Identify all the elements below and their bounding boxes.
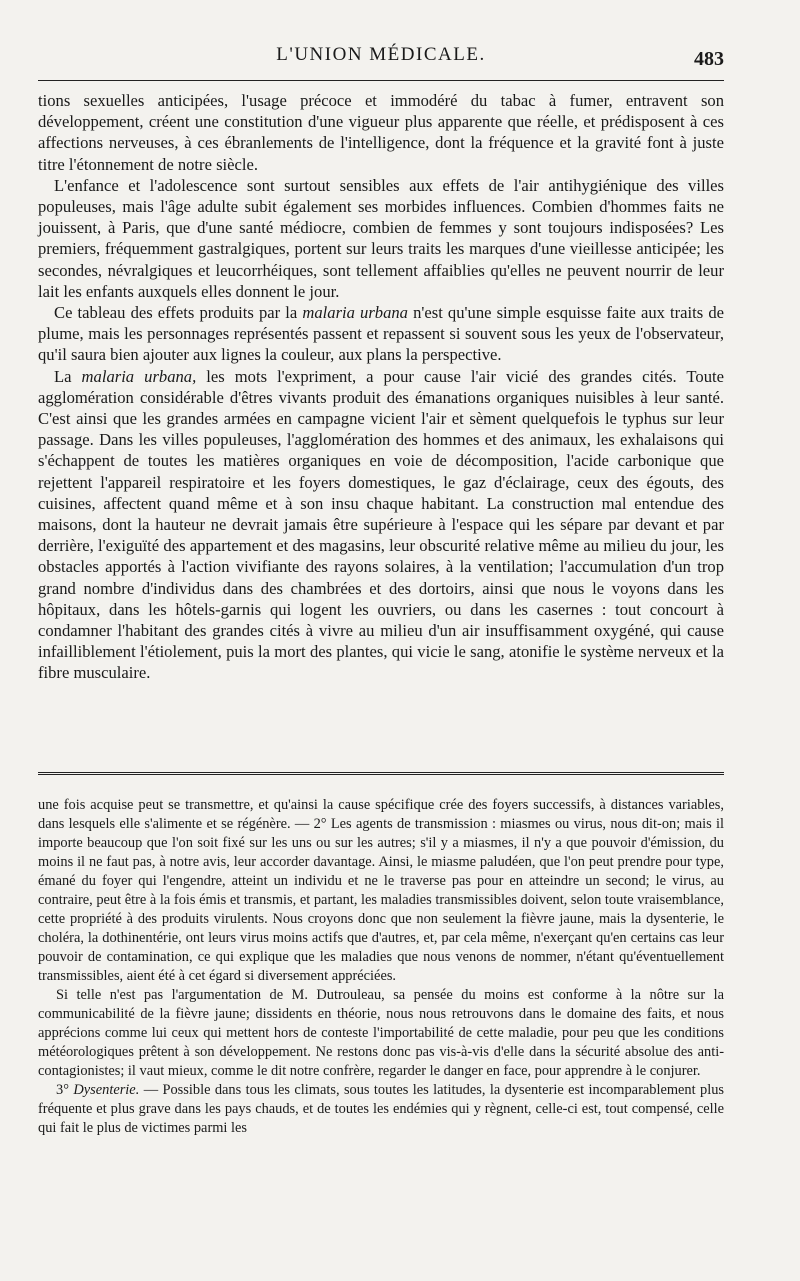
term-malaria-urbana-2: malaria urbana, [81, 366, 197, 386]
paragraph-4-start: La [54, 366, 82, 386]
note-paragraph-2: Si telle n'est pas l'argumentation de M. Dutrouleau, sa pensée du moins est conforme à la nôtre sur la communicabilité de la fièvre jaune; dissidents en théorie, nous nous retrouvons dans le domaine des faits, et nous apprécions comme lui ceux qui mettent hors de conteste l'importabilité de cette maladie, pour peu que les conditions météorologiques prêtent à son développement. Ne restons donc pas vis-à-vis d'elle dans la sécurité absolue des anti-contagionistes; il vaut mieux, comme le dit notre confrère, regarder le danger en face, pour apprendre à le conjurer. [38, 987, 724, 1079]
paragraph-3-start: Ce tableau des effets produits par la [54, 303, 303, 323]
section-separator [38, 772, 724, 775]
main-text [38, 90, 724, 684]
note-3-number: 3° [56, 1082, 74, 1098]
paragraph-1: tions sexuelles anticipées, l'usage précoce et immodéré du tabac à fumer, entravent son développement, créent une constitution d'une vigueur plus apparente que réelle, et prédisposent à ces affections nerveuses, à ces ébranlements de l'intelligence, dont la fréquence et la gravité font à juste titre l'étonnement de notre siècle. [38, 91, 724, 174]
footnote-text [38, 796, 724, 1138]
paragraph-2: L'enfance et l'adolescence sont surtout sensibles aux effets de l'air antihygiénique des villes populeuses, mais l'âge adulte subit également ses morbides influences. Combien d'hommes faits ne jouissent, à Paris, que d'une santé médiocre, combien de femmes y sont toujours indisposées? Les premiers, fréquemment gastralgiques, portent sur leurs traits les marques d'une vieillesse anticipée; les secondes, névralgiques et leucorrhéiques, sont tellement affaiblies qu'elles ne peuvent nourrir de leur lait les enfants auxquels elles donnent le jour. [38, 175, 724, 301]
paragraph-3-rest: n'est qu'une simple esquisse faite aux traits de plume, mais les personnages représentés passent et repassent si souvent sous les yeux de l'observateur, qu'il saura bien ajouter aux lignes la couleur, aux plans la perspective. [38, 303, 724, 365]
note-paragraph-1: une fois acquise peut se transmettre, et qu'ainsi la cause spécifique crée des foyers successifs, à distances variables, dans lesquels elle s'alimente et se régénère. — 2° Les agents de transmission : miasmes ou virus, nous dit-on; mais il importe beaucoup que l'on soit fixé sur les uns ou sur les autres; s'il y a miasmes, il n'y a que pouvoir d'émission, du moins il ne faut pas, à notre avis, leur accorder davantage. Ainsi, le miasme paludéen, que l'on peut prendre pour type, émané du foyer qui l'engendre, atteint un individu et ne le traverse pas pour en atteindre un second; le virus, au contraire, peut être à la fois émis et transmis, et partant, les maladies transmissibles doivent, selon toute vraisemblance, cette propriété à des produits virulents. Nous croyons donc que non seulement la fièvre jaune, mais la dysenterie, le choléra, la dothinentérie, ont leurs virus moins actifs que d'autres, et, par cela même, n'exerçant qu'en certains cas leur pouvoir de contamination, ce qui explique que les maladies que nous venons de nommer, n'étant qu'éventuellement transmissibles, aient été à cet égard si diversement appréciées. [38, 797, 724, 984]
journal-title: L'UNION MÉDICALE. [276, 44, 486, 65]
header-rule [38, 80, 724, 81]
paragraph-3 [38, 302, 724, 366]
running-head [38, 44, 724, 74]
term-malaria-urbana: malaria urbana [302, 303, 408, 323]
page-number: 483 [694, 48, 724, 70]
paragraph-4 [38, 366, 724, 684]
section-heading-dysenterie: Dysenterie. [73, 1082, 140, 1098]
note-paragraph-3 [38, 1081, 724, 1138]
paragraph-4-rest: les mots l'expriment, a pour cause l'air vicié des grandes cités. Toute agglomération considérable d'êtres vivants produit des émanations organiques nuisibles à leur santé. C'est ainsi que les grandes armées en campagne vicient l'air et sèment quelquefois le typhus sur leur passage. Dans les villes populeuses, l'agglomération des hommes et des animaux, les exhalaisons qui s'échappent de toutes les matières organiques en voie de décomposition, l'acide carbonique que rejettent l'appareil respiratoire et les foyers domestiques, le gaz d'éclairage, ceux des égouts, des cuisines, affectent quand même et à son insu chaque habitant. La construction mal entendue des maisons, dont la hauteur ne devrait jamais être supérieure à l'espace qui les sépare par devant et par derrière, l'exiguïté des appartement et des magasins, leur obscurité relative même au milieu du jour, les obstacles apportés à l'action vivifiante des rayons solaires, à la ventilation; l'accumulation d'un trop grand nombre d'individus dans des chambrées et des dortoirs, ainsi que nous le voyons dans les hôpitaux, dans les hôtels-garnis qui logent les ouvriers, ou dans les casernes : tout concourt à condamner l'habitant des grandes cités à vivre au milieu d'un air insuffisamment oxygéné, qui cause infailliblement l'étiolement, puis la mort des plantes, qui vicie le sang, atonifie le système nerveux et la fibre musculaire. [38, 366, 724, 683]
note-3-text: — Possible dans tous les climats, sous toutes les latitudes, la dysenterie est incomparablement plus fréquente et plus grave dans les pays chauds, et de toutes les endémies qui y règnent, celle-ci est, tout compensé, celle qui fait le plus de victimes parmi les [38, 1082, 724, 1136]
